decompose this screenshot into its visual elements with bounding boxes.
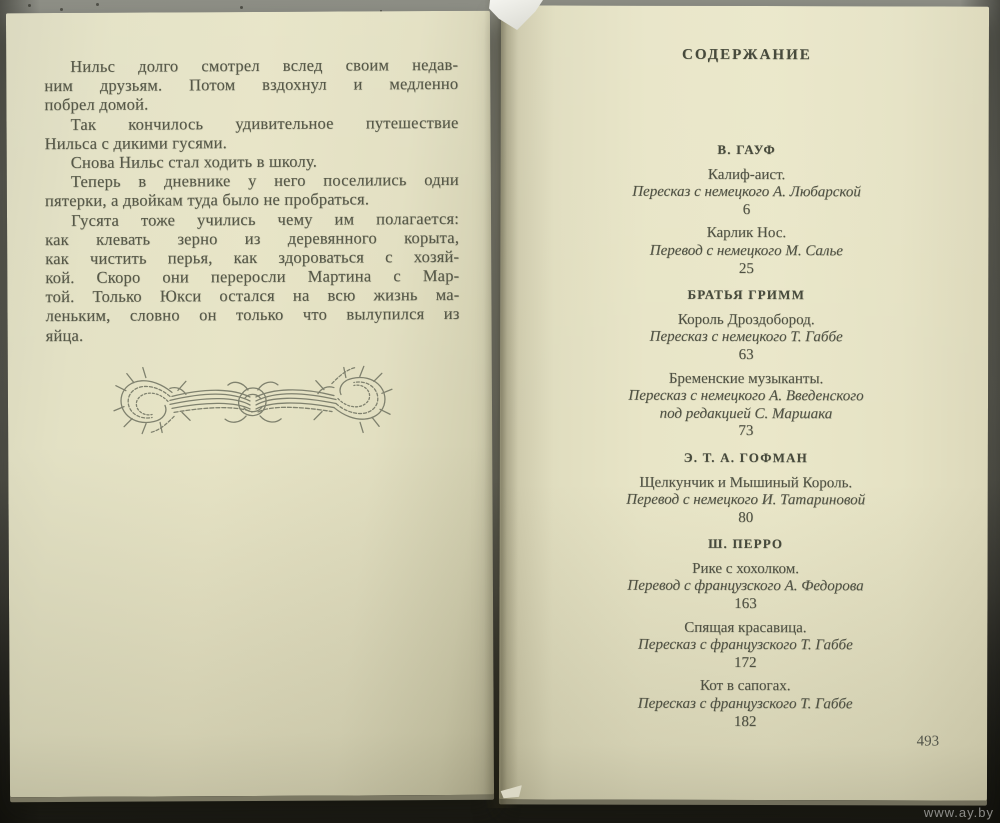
toc-entry xyxy=(557,166,935,220)
toc-entry-title: Бременские музыканты. xyxy=(668,370,824,387)
toc-entry-title: Калиф-аист. xyxy=(707,166,786,183)
toc-entry-credit: Пересказ с немецкого Т. Габбе xyxy=(649,329,843,346)
text-line: Нильса с дикими гусями. xyxy=(44,132,228,153)
toc-entry-credit: Пересказ с французского Т. Габбе xyxy=(637,695,853,713)
toc-entry-title: Щелкунчик и Мышиный Король. xyxy=(639,474,853,491)
background-speck xyxy=(60,8,63,11)
right-page xyxy=(499,5,989,800)
text-line: Так кончилось удивительное путешествие xyxy=(70,112,459,134)
toc-entry-page: 172 xyxy=(734,654,757,671)
toc-title: СОДЕРЖАНИЕ xyxy=(682,46,812,64)
toc-entry xyxy=(556,560,934,614)
toc-entry xyxy=(556,678,934,732)
toc-entry xyxy=(557,225,935,279)
toc-entry xyxy=(556,619,934,673)
folio-page-number: 493 xyxy=(916,733,940,750)
toc-author-heading: БРАТЬЯ ГРИММ xyxy=(687,287,806,303)
toc-author-heading: Э. Т. А. ГОФМАН xyxy=(683,449,808,466)
toc-entry-page: 25 xyxy=(738,260,754,277)
toc-entry-credit: Перевод с французского А. Федорова xyxy=(627,578,864,595)
text-line: яйца. xyxy=(45,325,84,345)
toc-entry-credit: Перевод с немецкого М. Салье xyxy=(649,242,843,260)
toc-entry xyxy=(557,370,935,441)
text-line: как чистить перья, как здороваться с хозяй- xyxy=(45,246,460,268)
toc-entry-title: Карлик Нос. xyxy=(706,225,787,242)
toc-entry-page: 6 xyxy=(742,201,751,218)
text-line: Нильс долго смотрел вслед своим недав- xyxy=(70,54,459,76)
text-line: леньким, словно он только что вылупился из xyxy=(45,304,460,326)
toc-entry-title: Спящая красавица. xyxy=(684,619,807,636)
toc-entry-title: Кот в сапогах. xyxy=(699,678,791,695)
toc-entry-credit: под редакцией С. Маршака xyxy=(659,405,833,422)
background-speck xyxy=(240,6,243,9)
text-line: той. Только Юкси остался на всю жизнь ма- xyxy=(45,285,460,307)
toc-entry-credit: Пересказ с немецкого А. Любарской xyxy=(632,183,861,201)
text-line: Теперь в дневнике у него поселились одни xyxy=(70,170,459,192)
text-line: кой. Скоро они переросли Мартина с Мар- xyxy=(45,265,460,288)
text-line: побрел домой. xyxy=(44,94,149,115)
text-line: ним друзьям. Потом вздохнул и медленно xyxy=(44,74,459,96)
toc-author-heading: В. ГАУФ xyxy=(717,141,776,158)
background-speck xyxy=(28,4,31,7)
toc-entry-credit: Перевод с немецкого И. Татариновой xyxy=(626,491,866,509)
toc-author-heading: Ш. ПЕРРО xyxy=(708,536,784,552)
text-line: Гусята тоже учились чему им полагается: xyxy=(70,208,460,230)
toc-entry-page: 63 xyxy=(738,346,754,363)
left-page-text xyxy=(44,55,460,345)
table-of-contents xyxy=(556,46,936,738)
tailpiece-ornament-icon xyxy=(112,359,394,440)
left-page xyxy=(6,11,494,798)
toc-entry-page: 163 xyxy=(734,596,757,613)
toc-body xyxy=(556,141,936,732)
text-line: Снова Нильс стал ходить в школу. xyxy=(70,151,318,172)
toc-entry xyxy=(557,474,935,528)
toc-entry-page: 182 xyxy=(733,713,757,730)
text-line: пятерки, а двойкам туда было не пробраться. xyxy=(44,189,370,211)
watermark: www.ay.by xyxy=(923,805,994,820)
text-line: как клевать зерно из деревянного корыта, xyxy=(45,227,460,249)
toc-entry-title: Рике с хохолком. xyxy=(692,560,800,578)
toc-entry-page: 73 xyxy=(738,423,754,440)
toc-entry-title: Король Дроздобород. xyxy=(677,311,815,328)
background-speck xyxy=(96,3,99,6)
toc-entry-page: 80 xyxy=(738,509,754,526)
toc-entry-credit: Пересказ с французского Т. Габбе xyxy=(637,636,853,654)
toc-entry-credit: Пересказ с немецкого А. Введенского xyxy=(628,387,864,405)
toc-entry xyxy=(557,311,935,365)
